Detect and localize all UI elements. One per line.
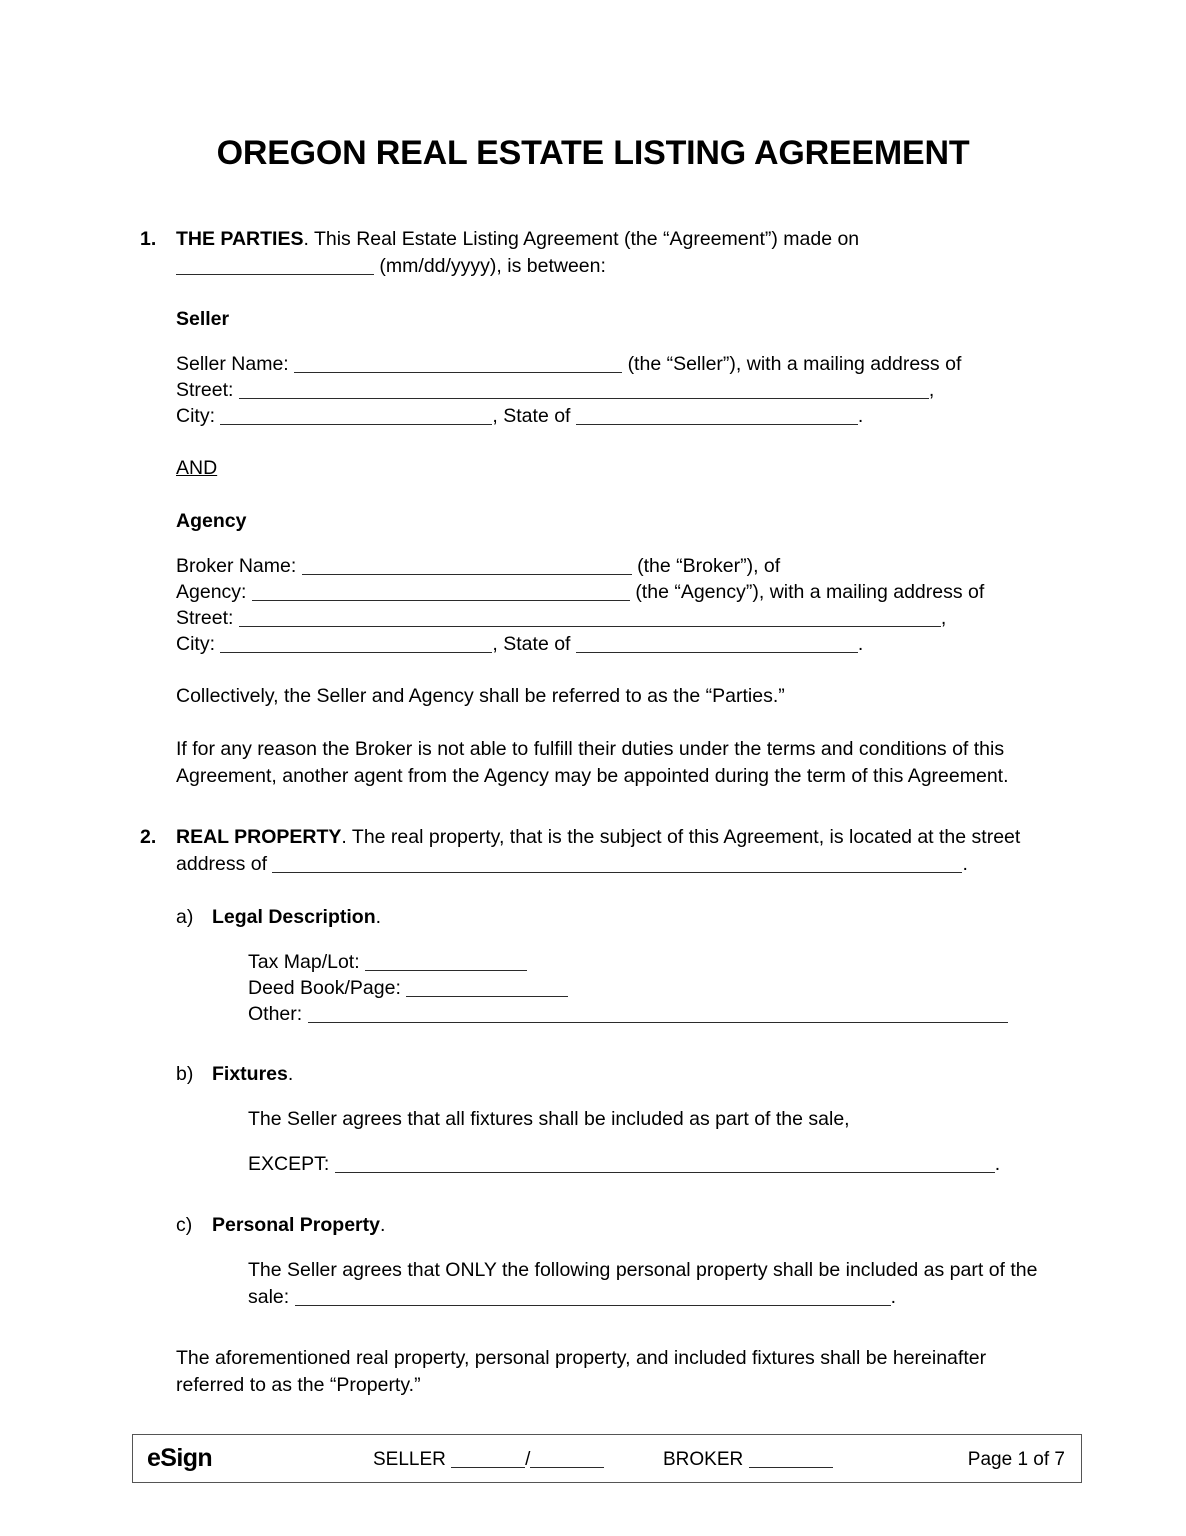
- agency-fields: [176, 553, 1046, 657]
- document-body: [140, 226, 1046, 1399]
- clause-1-intro-after: (mm/dd/yyyy), is between:: [379, 255, 606, 277]
- broker-substitution-paragraph: If for any reason the Broker is not able to fulfill their duties under the terms and conditions of this Agreement, another agent from the Agency may be appointed during the term of this Agreement.: [176, 738, 1009, 787]
- seller-city-separator: , State of: [492, 405, 571, 427]
- seller-fields: [176, 351, 1046, 429]
- seller-city-blank[interactable]: [220, 407, 492, 425]
- clause-2-intro-after: .: [962, 853, 968, 875]
- seller-city-suffix: .: [857, 405, 864, 427]
- subclause-a-body: [212, 904, 1046, 1027]
- subclause-fixtures: [176, 1061, 1046, 1178]
- broker-name-blank[interactable]: [302, 557, 632, 575]
- subclause-a-heading: Legal Description: [212, 906, 376, 928]
- subclause-b-heading-suffix: .: [287, 1063, 294, 1085]
- clause-real-property: [140, 824, 1046, 878]
- fixtures-except-row: [212, 1151, 1046, 1178]
- clause-2-body: [176, 824, 1046, 878]
- fixtures-except-label: EXCEPT:: [248, 1153, 330, 1175]
- agency-city-separator: , State of: [492, 633, 571, 655]
- seller-heading: Seller: [176, 308, 230, 330]
- agency-state-blank[interactable]: [576, 635, 858, 653]
- fixtures-text: The Seller agrees that all fixtures shall be included as part of the sale,: [248, 1108, 850, 1130]
- subclause-c-letter: c): [176, 1214, 193, 1236]
- clause-2-intro: . The real property, that is the subject of this Agreement, is located at the street address of: [176, 826, 1021, 875]
- deed-book-page-label: Deed Book/Page:: [248, 977, 401, 999]
- footer-broker-initials: [663, 1449, 833, 1471]
- subclause-b-heading: Fixtures: [212, 1063, 288, 1085]
- subclause-c-body: [212, 1212, 1046, 1311]
- subclause-personal-property: [176, 1212, 1046, 1311]
- agency-city-label: City:: [176, 633, 215, 655]
- clause-1-body: [176, 226, 1046, 280]
- fixtures-except-blank[interactable]: [335, 1155, 995, 1173]
- seller-street-label: Street:: [176, 379, 234, 401]
- footer-seller-label: SELLER: [373, 1449, 446, 1470]
- subclause-c-wrap: [140, 1212, 1046, 1311]
- footer-seller-separator: /: [525, 1449, 531, 1470]
- clause-1-heading: THE PARTIES: [176, 228, 304, 250]
- agency-street-suffix: ,: [940, 607, 947, 629]
- and-label: AND: [176, 457, 218, 479]
- agency-street-label: Street:: [176, 607, 234, 629]
- footer-seller-initial-blank-2[interactable]: [530, 1452, 604, 1468]
- subclause-c-heading-suffix: .: [379, 1214, 386, 1236]
- clause-2-heading: REAL PROPERTY: [176, 826, 342, 848]
- subclause-b-body: [212, 1061, 1046, 1178]
- seller-block: [140, 306, 1046, 429]
- deed-book-page-blank[interactable]: [406, 979, 568, 997]
- subclause-b-wrap: [140, 1061, 1046, 1178]
- footer-broker-initial-blank[interactable]: [749, 1452, 833, 1468]
- clause-the-parties: [140, 226, 1046, 280]
- seller-name-blank[interactable]: [294, 355, 622, 373]
- footer-page-number: Page 1 of 7: [967, 1449, 1065, 1470]
- personal-property-row: [212, 1257, 1046, 1311]
- agency-name-blank[interactable]: [252, 583, 630, 601]
- agreement-date-blank[interactable]: [176, 257, 374, 275]
- page-title: OREGON REAL ESTATE LISTING AGREEMENT: [216, 134, 970, 172]
- esign-logo: eSign: [147, 1444, 213, 1472]
- seller-name-suffix: (the “Seller”), with a mailing address of: [627, 353, 962, 375]
- personal-property-suffix: .: [890, 1286, 897, 1308]
- clause-number-2: 2.: [140, 826, 157, 848]
- tax-map-lot-blank[interactable]: [365, 953, 527, 971]
- clause-number-1: 1.: [140, 228, 157, 250]
- seller-city-label: City:: [176, 405, 215, 427]
- other-label: Other:: [248, 1003, 303, 1025]
- agency-heading: Agency: [176, 510, 247, 532]
- collectively-paragraph: Collectively, the Seller and Agency shall be referred to as the “Parties.”: [176, 685, 785, 707]
- seller-street-suffix: ,: [928, 379, 935, 401]
- clause-1-intro: . This Real Estate Listing Agreement (the “Agreement”) made on: [303, 228, 860, 250]
- agency-city-blank[interactable]: [220, 635, 492, 653]
- seller-name-label: Seller Name:: [176, 353, 289, 375]
- agency-block: [140, 508, 1046, 657]
- subclause-a-wrap: [140, 904, 1046, 1027]
- agency-city-suffix: .: [857, 633, 864, 655]
- tax-map-lot-label: Tax Map/Lot:: [248, 951, 360, 973]
- subclause-a-heading-suffix: .: [375, 906, 382, 928]
- seller-state-blank[interactable]: [576, 407, 858, 425]
- footer-seller-initial-blank-1[interactable]: [451, 1452, 525, 1468]
- subclause-c-heading: Personal Property: [212, 1214, 380, 1236]
- footer-broker-label: BROKER: [663, 1449, 744, 1470]
- other-blank[interactable]: [308, 1005, 1008, 1023]
- subclause-b-letter: b): [176, 1063, 194, 1085]
- personal-property-blank[interactable]: [295, 1288, 891, 1306]
- property-definition-paragraph: The aforementioned real property, personal property, and included fixtures shall be hereinafter referred to as the “Property.”: [176, 1347, 987, 1396]
- and-divider: [140, 455, 1046, 482]
- fixtures-except-suffix: .: [994, 1153, 1001, 1175]
- legal-description-fields: [212, 949, 1046, 1027]
- footer-seller-initials: [373, 1449, 604, 1471]
- agency-name-label: Agency:: [176, 581, 247, 603]
- seller-street-blank[interactable]: [239, 381, 929, 399]
- subclause-legal-description: [176, 904, 1046, 1027]
- property-street-address-blank[interactable]: [272, 855, 962, 873]
- agency-name-suffix: (the “Agency”), with a mailing address of: [635, 581, 985, 603]
- broker-name-suffix: (the “Broker”), of: [637, 555, 781, 577]
- broker-name-label: Broker Name:: [176, 555, 297, 577]
- page-footer: [132, 1434, 1082, 1483]
- personal-property-text: The Seller agrees that ONLY the following personal property shall be included as part of the sale:: [248, 1259, 1038, 1308]
- agency-street-blank[interactable]: [239, 609, 941, 627]
- subclause-a-letter: a): [176, 906, 194, 928]
